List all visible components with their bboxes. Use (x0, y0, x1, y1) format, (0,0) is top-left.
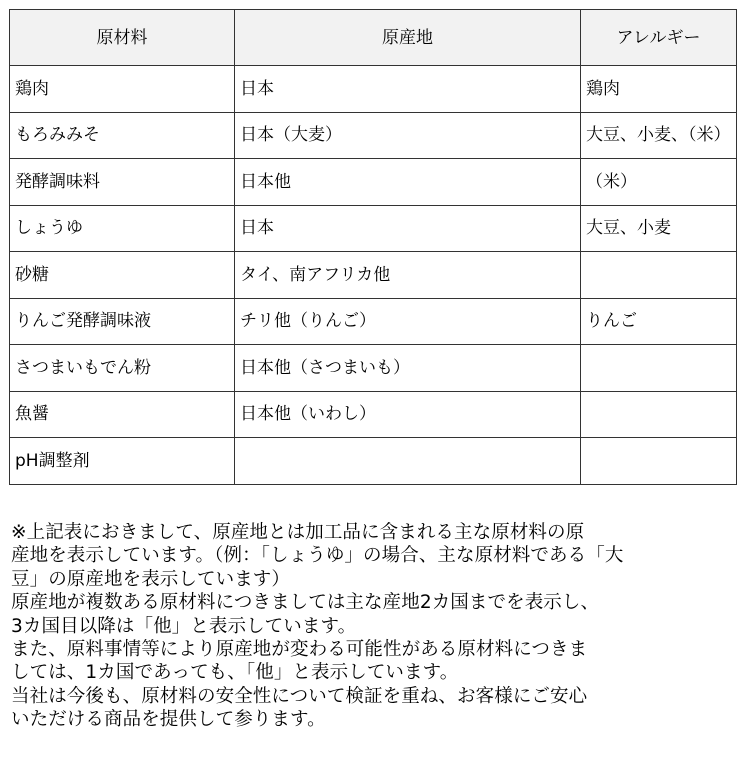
table-header-row (10, 10, 737, 66)
note-line: 産地を表示しています。（例：「しょうゆ」の場合、主な原材料である「大 (11, 545, 624, 567)
cell-origin: 日本他（いわし） (235, 391, 581, 438)
note-line: 当社は今後も、原材料の安全性について検証を重ね、お客様にご安心 (11, 685, 588, 707)
cell-allergy: 大豆、小麦、（米） (581, 112, 737, 159)
cell-allergy: （米） (581, 159, 737, 206)
note-line: ※上記表におきまして、原産地とは加工品に含まれる主な原材料の原 (11, 522, 585, 543)
cell-origin: 日本（大麦） (235, 112, 581, 159)
table-row (10, 205, 737, 252)
cell-origin: チリ他（りんご） (235, 298, 581, 345)
cell-material: さつまいもでん粉 (10, 345, 235, 392)
table-row (10, 252, 737, 299)
cell-material: りんご発酵調味液 (10, 298, 235, 345)
cell-origin: タイ、南アフリカ他 (235, 252, 581, 299)
cell-material: pH調整剤 (10, 438, 235, 485)
ingredients-table (9, 9, 737, 485)
cell-material: しょうゆ (10, 205, 235, 252)
cell-material: 鶏肉 (10, 66, 235, 113)
cell-origin (235, 438, 581, 485)
cell-material: もろみみそ (10, 112, 235, 159)
cell-origin: 日本 (235, 66, 581, 113)
note-line: 3カ国目以降は「他」と表示しています。 (11, 615, 357, 637)
cell-material: 砂糖 (10, 252, 235, 299)
note-line: 豆」の原産地を表示しています） (11, 568, 291, 590)
table-row (10, 298, 737, 345)
cell-allergy (581, 345, 737, 392)
table-row (10, 438, 737, 485)
cell-origin: 日本他（さつまいも） (235, 345, 581, 392)
table-row (10, 66, 737, 113)
note-line: 原産地が複数ある原材料につきましては主な産地2カ国までを表示し、 (11, 592, 600, 614)
cell-material: 発酵調味料 (10, 159, 235, 206)
cell-allergy (581, 252, 737, 299)
cell-allergy (581, 391, 737, 438)
cell-allergy: 鶏肉 (581, 66, 737, 113)
note-line: いただける商品を提供して参ります。 (11, 709, 326, 731)
table-row (10, 345, 737, 392)
header-allergy: アレルギー (581, 10, 737, 66)
origin-notes (11, 521, 739, 732)
table-row (10, 112, 737, 159)
cell-origin: 日本 (235, 205, 581, 252)
header-material: 原材料 (10, 10, 235, 66)
table-row (10, 391, 737, 438)
cell-allergy (581, 438, 737, 485)
cell-origin: 日本他 (235, 159, 581, 206)
cell-allergy: 大豆、小麦 (581, 205, 737, 252)
cell-material: 魚醤 (10, 391, 235, 438)
note-line: また、原料事情等により原産地が変わる可能性がある原材料につきま (11, 639, 588, 661)
cell-allergy: りんご (581, 298, 737, 345)
table-row (10, 159, 737, 206)
note-line: しては、1カ国であっても、「他」と表示しています。 (11, 662, 459, 684)
header-origin: 原産地 (235, 10, 581, 66)
